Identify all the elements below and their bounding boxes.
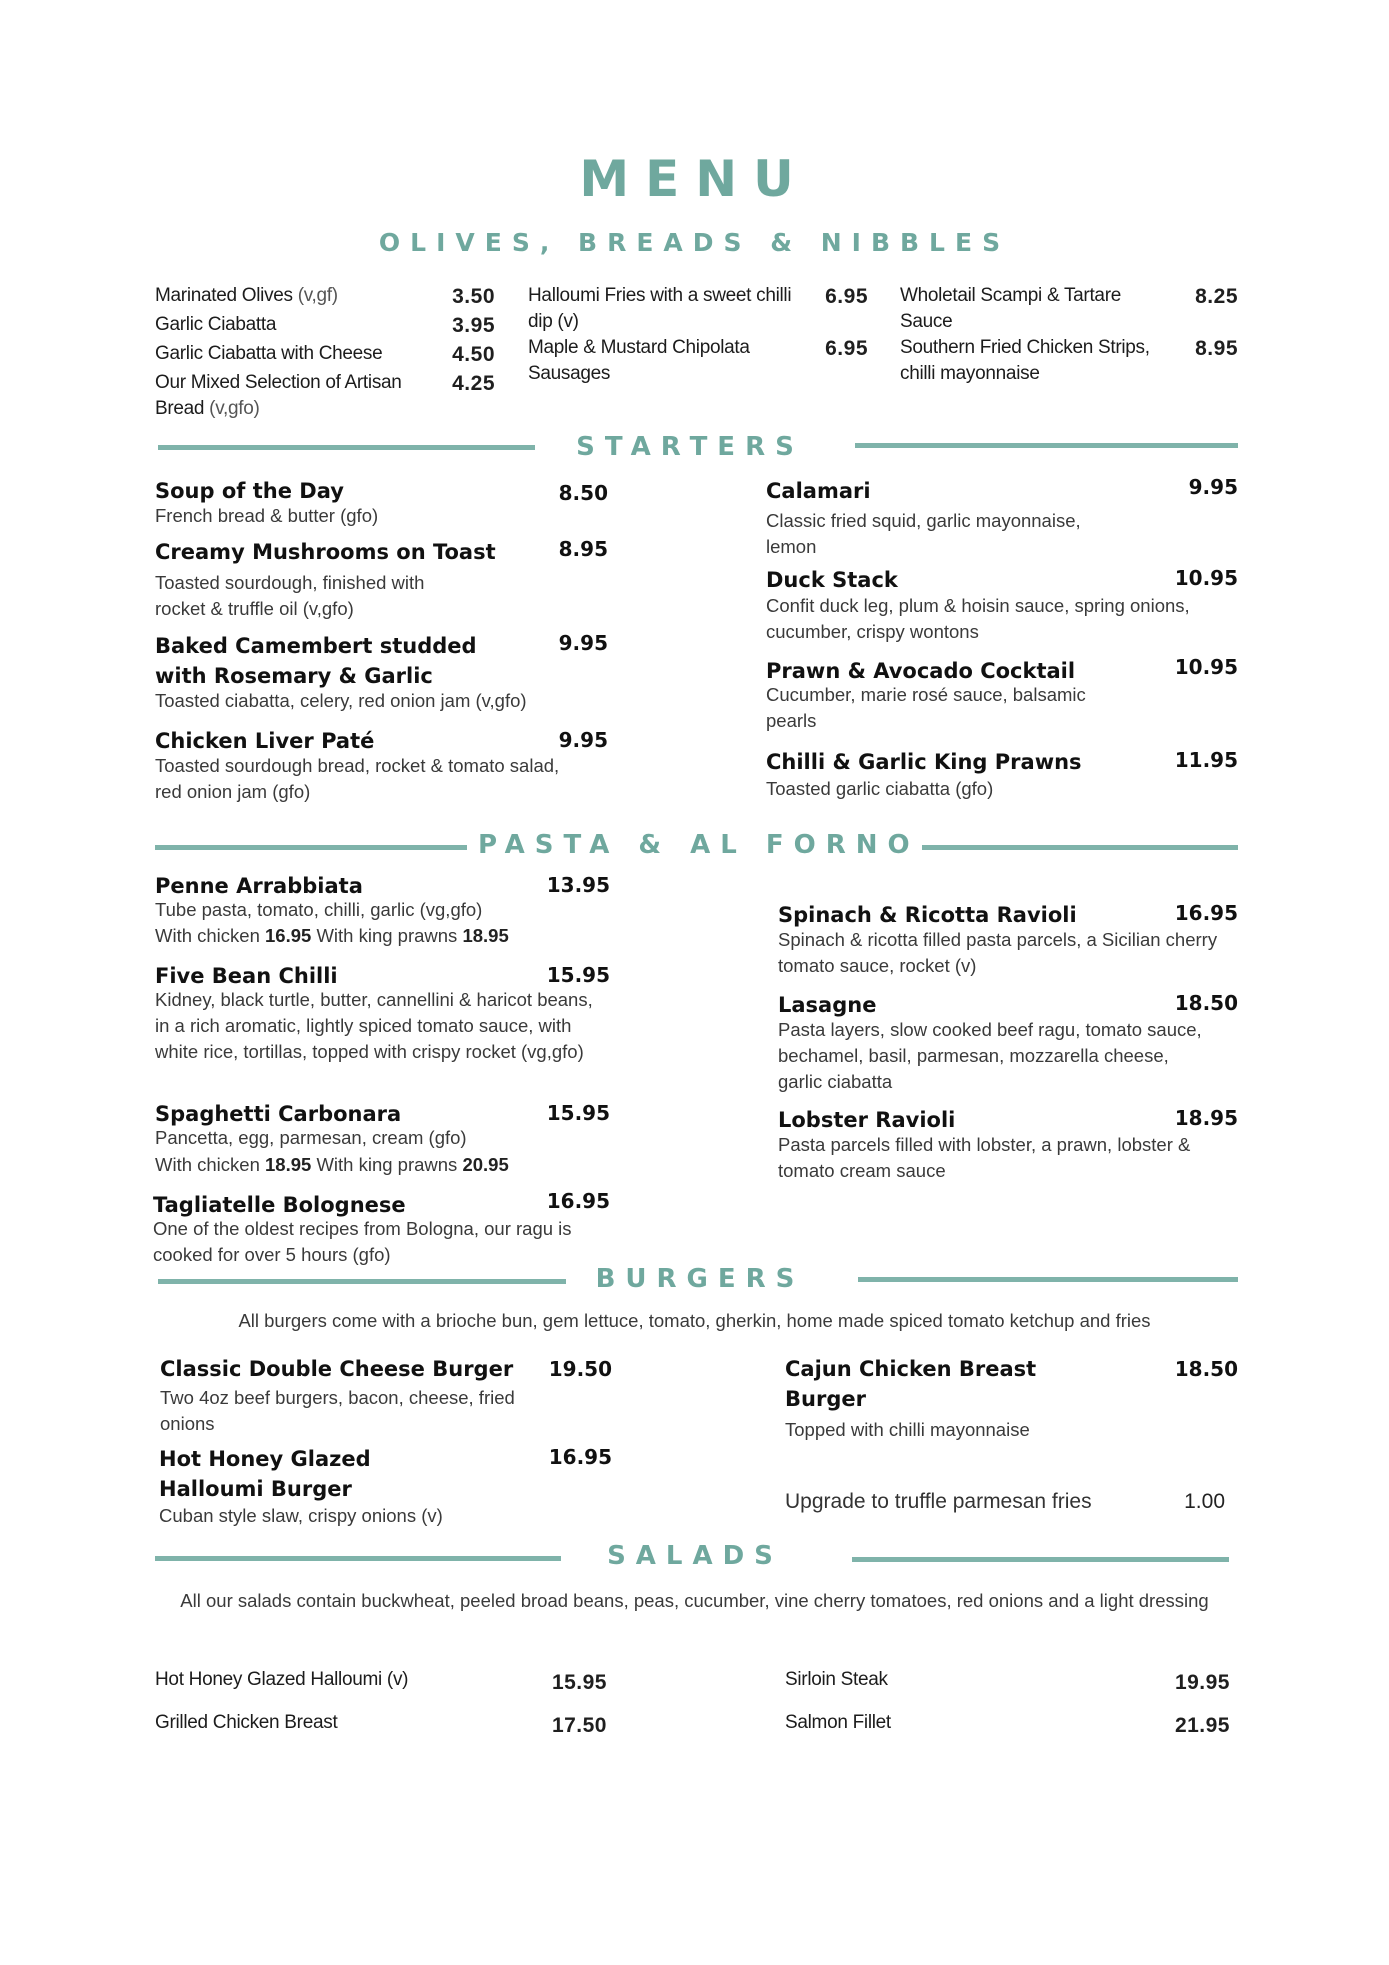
salad-price: 19.95	[1174, 1671, 1230, 1694]
dish-price: 10.95	[1174, 655, 1238, 679]
dish-desc: Pancetta, egg, parmesan, cream (gfo)	[155, 1127, 467, 1148]
dish-name: Chicken Liver Paté	[155, 729, 375, 753]
dish-name: Soup of the Day	[155, 479, 344, 503]
dish-name: Duck Stack	[766, 568, 898, 592]
dish-desc: Confit duck leg, plum & hoisin sauce, spring onions, cucumber, crispy wontons	[766, 595, 1190, 642]
divider	[858, 1277, 1238, 1282]
dish-price: 18.50	[1174, 991, 1238, 1015]
dish-name: Classic Double Cheese Burger	[160, 1357, 514, 1381]
nibble-price: 8.25	[1195, 285, 1238, 308]
salad-item: Sirloin Steak	[785, 1669, 888, 1690]
dish-name: Chilli & Garlic King Prawns	[766, 750, 1082, 774]
starters-heading: STARTERS	[576, 432, 804, 462]
divider	[855, 443, 1238, 448]
dish-desc: Kidney, black turtle, butter, cannellini & haricot beans, in a rich aromatic, lightly spiced tomato sauce, with white rice, tortillas, topped with crispy rocket (vg,gfo)	[155, 989, 593, 1062]
nibble-price: 4.25	[452, 372, 495, 395]
dish-desc: Two 4oz beef burgers, bacon, cheese, fried onions	[160, 1387, 515, 1434]
divider	[922, 845, 1238, 850]
dish-price: 16.95	[548, 1445, 612, 1469]
dish-desc: Pasta layers, slow cooked beef ragu, tomato sauce, bechamel, basil, parmesan, mozzarella cheese, garlic ciabatta	[778, 1019, 1202, 1092]
dish-name: Lasagne	[778, 993, 877, 1017]
dish-name: Penne Arrabbiata	[155, 874, 363, 898]
nibble-price: 6.95	[825, 337, 868, 360]
dish-name: Tagliatelle Bolognese	[153, 1193, 406, 1217]
burgers-note: All burgers come with a brioche bun, gem lettuce, tomato, gherkin, home made spiced tomato ketchup and fries	[238, 1310, 1151, 1331]
dish-desc: Toasted sourdough bread, rocket & tomato salad, red onion jam (gfo)	[155, 755, 560, 802]
dish-price: 16.95	[1174, 901, 1238, 925]
salad-price: 17.50	[551, 1714, 607, 1737]
dish-desc: Toasted sourdough, finished with rocket & truffle oil (v,gfo)	[155, 572, 425, 619]
dish-name: Spinach & Ricotta Ravioli	[778, 903, 1077, 927]
dish-desc: Toasted garlic ciabatta (gfo)	[766, 778, 994, 799]
dish-desc: French bread & butter (gfo)	[155, 505, 379, 526]
dish-price: 8.95	[558, 537, 608, 561]
nibble-price: 4.50	[452, 343, 495, 366]
nibble-price: 3.95	[452, 314, 495, 337]
dish-price: 18.95	[1174, 1106, 1238, 1130]
dish-desc: Tube pasta, tomato, chilli, garlic (vg,gfo)	[155, 899, 483, 920]
dish-price: 13.95	[546, 873, 610, 897]
nibble-item: Our Mixed Selection of Artisan Bread (v,gfo)	[155, 372, 402, 419]
nibble-item: Marinated Olives (v,gf)	[155, 285, 338, 306]
dish-desc: Classic fried squid, garlic mayonnaise, lemon	[766, 510, 1081, 557]
dish-price: 9.95	[1188, 475, 1238, 499]
divider	[155, 845, 467, 850]
nibble-price: 8.95	[1195, 337, 1238, 360]
divider	[158, 445, 535, 450]
salad-item: Salmon Fillet	[785, 1712, 891, 1733]
nibble-item: Maple & Mustard Chipolata Sausages	[528, 337, 750, 384]
nibble-item: Wholetail Scampi & Tartare Sauce	[900, 285, 1121, 332]
dish-price: 19.50	[548, 1357, 612, 1381]
dish-name: Spaghetti Carbonara	[155, 1102, 402, 1126]
dish-name: Baked Camembert studded with Rosemary & Garlic	[155, 634, 477, 688]
salad-item: Grilled Chicken Breast	[155, 1712, 338, 1733]
dish-desc: Pasta parcels filled with lobster, a prawn, lobster & tomato cream sauce	[778, 1134, 1191, 1181]
dish-price: 9.95	[558, 728, 608, 752]
salad-price: 21.95	[1174, 1714, 1230, 1737]
divider	[155, 1556, 561, 1561]
nibble-item: Garlic Ciabatta with Cheese	[155, 343, 383, 364]
dish-price: 11.95	[1174, 748, 1238, 772]
nibble-item: Garlic Ciabatta	[155, 314, 277, 335]
dish-price: 9.95	[558, 631, 608, 655]
burgers-heading: BURGERS	[595, 1264, 805, 1294]
dish-name: Prawn & Avocado Cocktail	[766, 659, 1076, 683]
upgrade-price: 1.00	[1184, 1490, 1225, 1513]
dish-name: Lobster Ravioli	[778, 1108, 956, 1132]
dish-desc: Spinach & ricotta filled pasta parcels, a Sicilian cherry tomato sauce, rocket (v)	[778, 929, 1218, 976]
dish-price: 15.95	[546, 1101, 610, 1125]
salad-item: Hot Honey Glazed Halloumi (v)	[155, 1669, 409, 1690]
dish-extras: With chicken 16.95 With king prawns 18.95	[155, 925, 509, 946]
nibbles-heading: OLIVES, BREADS & NIBBLES	[378, 228, 1011, 257]
dish-price: 10.95	[1174, 566, 1238, 590]
dish-desc: Toasted ciabatta, celery, red onion jam (v,gfo)	[155, 690, 527, 711]
salad-price: 15.95	[551, 1671, 607, 1694]
salads-heading: SALADS	[607, 1541, 783, 1571]
divider	[852, 1557, 1229, 1562]
nibble-item: Halloumi Fries with a sweet chilli dip (v)	[528, 285, 792, 332]
dish-desc: Cuban style slaw, crispy onions (v)	[159, 1505, 443, 1526]
pasta-heading: PASTA & AL FORNO	[478, 830, 920, 860]
dish-name: Creamy Mushrooms on Toast	[155, 540, 496, 564]
dish-name: Hot Honey Glazed Halloumi Burger	[159, 1447, 371, 1501]
dish-extras: With chicken 18.95 With king prawns 20.95	[155, 1154, 509, 1175]
nibble-item: Southern Fried Chicken Strips, chilli mayonnaise	[900, 337, 1150, 384]
dish-price: 8.50	[558, 481, 608, 505]
salads-note: All our salads contain buckwheat, peeled broad beans, peas, cucumber, vine cherry tomatoes, red onions and a light dressing	[180, 1590, 1209, 1611]
upgrade-label: Upgrade to truffle parmesan fries	[785, 1490, 1092, 1513]
nibble-price: 6.95	[825, 285, 868, 308]
dish-desc: Topped with chilli mayonnaise	[785, 1419, 1030, 1440]
dish-desc: One of the oldest recipes from Bologna, our ragu is cooked for over 5 hours (gfo)	[153, 1218, 572, 1265]
dish-name: Calamari	[766, 479, 871, 503]
dish-name: Five Bean Chilli	[155, 964, 338, 988]
dish-price: 16.95	[546, 1189, 610, 1213]
nibble-price: 3.50	[452, 285, 495, 308]
menu-title: MENU	[579, 150, 810, 208]
dish-desc: Cucumber, marie rosé sauce, balsamic pearls	[766, 684, 1086, 731]
divider	[158, 1279, 566, 1284]
dish-name: Cajun Chicken Breast Burger	[785, 1357, 1037, 1411]
dish-price: 15.95	[546, 963, 610, 987]
dish-price: 18.50	[1174, 1357, 1238, 1381]
